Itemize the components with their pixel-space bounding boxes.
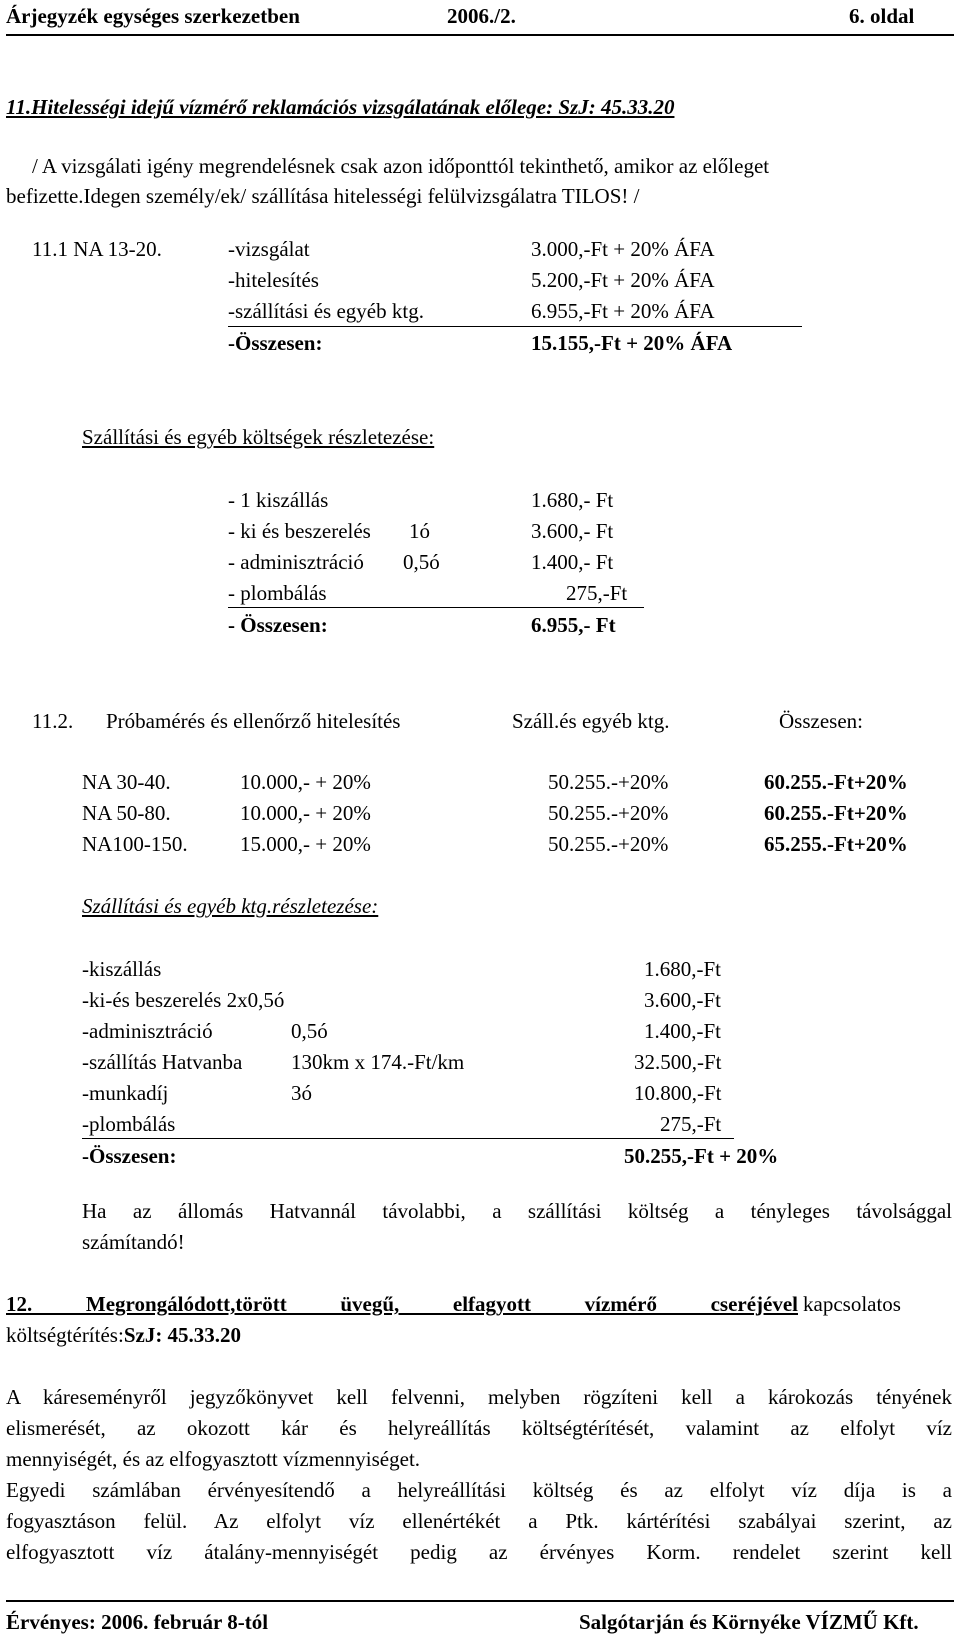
sub-111-code: 11.1 NA 13-20.: [32, 237, 162, 261]
sub-111-label-2: -hitelesítés: [228, 268, 319, 292]
detail-1-qty-3: 0,5ó: [403, 550, 440, 574]
section-12-paragraph-2: [6, 1475, 952, 1568]
paragraph-1-line: mennyiségét, és az elfogyasztott vízmennyiséget.: [6, 1447, 421, 1471]
sub-112-row-1-test: 10.000,- + 20%: [240, 770, 371, 794]
detail-1-value-2: 3.600,- Ft: [531, 519, 614, 543]
paragraph-2-line: elfogyasztott víz átalány-mennyiségét pedig az érvényes Korm. rendelet szerint kell: [6, 1540, 952, 1564]
sub-111-label-1: -vizsgálat: [228, 237, 310, 261]
detail-2-value-5: 10.800,-Ft: [634, 1081, 722, 1105]
paragraph-1-line: A káreseményről jegyzőkönyvet kell felvenni, melyben rögzíteni kell a károkozás tényének: [6, 1385, 952, 1409]
section-11-title: 11.Hitelességi idejű vízmérő reklamációs vizsgálatának előlege: SzJ: 45.33.20: [6, 95, 675, 119]
detail-1-label-1: - 1 kiszállás: [228, 488, 329, 512]
section-11-note-line-2: befizette.Idegen személy/ek/ szállítása hitelességi felülvizsgálatra TILOS! /: [6, 184, 640, 208]
sub-112-header-test: Próbamérés és ellenőrző hitelesítés: [106, 709, 401, 733]
detail-2-label-4: -szállítás Hatvanba: [82, 1050, 243, 1074]
detail-2-label-3: -adminisztráció: [82, 1019, 213, 1043]
detail-2-note-line-1: Ha az állomás Hatvannál távolabbi, a szállítási költség a tényleges távolsággal: [82, 1199, 952, 1223]
detail-2-label-2: -ki-és beszerelés 2x0,5ó: [82, 988, 285, 1012]
detail-1-sum-rule: [228, 607, 644, 608]
detail-2-label-6: -plombálás: [82, 1112, 176, 1136]
section-12-paragraph-1: [6, 1382, 952, 1475]
header-left: Árjegyzék egységes szerkezetben: [6, 4, 300, 28]
footer-validity: Érvényes: 2006. február 8-tól: [6, 1610, 269, 1634]
sub-112-row-1-total: 60.255.-Ft+20%: [764, 770, 908, 794]
sub-112-row-2-transport: 50.255.-+20%: [548, 801, 669, 825]
section-12-cost-label: költségtérítés:: [6, 1323, 124, 1347]
paragraph-2-line: fogyasztáson felül. Az elfolyt víz ellenértékét a Ptk. kártérítési szabályai szerint, az: [6, 1509, 952, 1533]
detail-2-value-2: 3.600,-Ft: [644, 988, 722, 1012]
sub-111-label-3: -szállítási és egyéb ktg.: [228, 299, 424, 323]
footer-company: Salgótarján és Környéke VÍZMŰ Kft.: [579, 1610, 919, 1634]
section-12-szj-code: SzJ: 45.33.20: [123, 1323, 242, 1347]
section-12-title: 12. Megrongálódott,törött üvegű, elfagyott vízmérő cseréjével: [6, 1292, 798, 1316]
detail-2-heading: Szállítási és egyéb ktg.részletezése:: [82, 894, 379, 918]
detail-2-total-label: -Összesen:: [82, 1144, 177, 1168]
sub-112-code: 11.2.: [32, 709, 74, 733]
detail-2-value-1: 1.680,-Ft: [644, 957, 722, 981]
header-page-number: 6. oldal: [849, 4, 915, 28]
detail-2-value-4: 32.500,-Ft: [634, 1050, 722, 1074]
detail-2-sum-rule: [82, 1138, 734, 1139]
detail-2-note-line-2: számítandó!: [82, 1230, 185, 1254]
header-rule: [6, 34, 954, 36]
detail-1-label-2: - ki és beszerelés: [228, 519, 371, 543]
sub-111-total-label: -Összesen:: [228, 331, 323, 355]
detail-2-qty-5: 3ó: [291, 1081, 312, 1105]
sub-111-value-2: 5.200,-Ft + 20% ÁFA: [531, 268, 715, 292]
section-12-title-rest: kapcsolatos: [803, 1292, 901, 1316]
sub-112-row-3-na: NA100-150.: [82, 832, 188, 856]
detail-1-total-label: - Összesen:: [228, 613, 328, 637]
sub-111-value-1: 3.000,-Ft + 20% ÁFA: [531, 237, 715, 261]
detail-2-value-3: 1.400,-Ft: [644, 1019, 722, 1043]
detail-2-qty-4: 130km x 174.-Ft/km: [291, 1050, 465, 1074]
section-12-title-line-2: [6, 1325, 241, 1346]
detail-2-total-value: 50.255,-Ft + 20%: [624, 1144, 779, 1168]
detail-1-label-4: - plombálás: [228, 581, 327, 605]
sub-112-row-3-transport: 50.255.-+20%: [548, 832, 669, 856]
sub-112-row-1-na: NA 30-40.: [82, 770, 171, 794]
sub-111-sum-rule: [228, 326, 802, 327]
detail-1-label-3: - adminisztráció: [228, 550, 364, 574]
paragraph-1-line: elismerését, az okozott kár és helyreállítás költségtérítését, valamint az elfolyt víz: [6, 1416, 952, 1440]
sub-112-row-2-na: NA 50-80.: [82, 801, 171, 825]
detail-2-label-1: -kiszállás: [82, 957, 162, 981]
sub-112-header-transport: Száll.és egyéb ktg.: [512, 709, 670, 733]
detail-1-value-4: 275,-Ft: [566, 581, 628, 605]
footer-rule: [6, 1600, 954, 1602]
detail-1-value-3: 1.400,- Ft: [531, 550, 614, 574]
detail-1-heading: Szállítási és egyéb költségek részletezése:: [82, 425, 435, 449]
sub-112-row-2-test: 10.000,- + 20%: [240, 801, 371, 825]
sub-111-value-3: 6.955,-Ft + 20% ÁFA: [531, 299, 715, 323]
detail-1-qty-2: 1ó: [409, 519, 430, 543]
sub-112-row-3-total: 65.255.-Ft+20%: [764, 832, 908, 856]
detail-2-label-5: -munkadíj: [82, 1081, 169, 1105]
sub-112-row-3-test: 15.000,- + 20%: [240, 832, 371, 856]
sub-112-row-2-total: 60.255.-Ft+20%: [764, 801, 908, 825]
detail-1-total-value: 6.955,- Ft: [531, 613, 616, 637]
header-middle: 2006./2.: [447, 4, 516, 28]
paragraph-2-line: Egyedi számlában érvényesítendő a helyreállítási költség és az elfolyt víz díja is a: [6, 1478, 952, 1502]
detail-2-value-6: 275,-Ft: [660, 1112, 722, 1136]
detail-1-value-1: 1.680,- Ft: [531, 488, 614, 512]
section-11-note-line-1: / A vizsgálati igény megrendelésnek csak azon időponttól tekinthető, amikor az előleget: [32, 154, 770, 178]
detail-2-qty-3: 0,5ó: [291, 1019, 328, 1043]
sub-111-total-value: 15.155,-Ft + 20% ÁFA: [531, 331, 733, 355]
sub-112-row-1-transport: 50.255.-+20%: [548, 770, 669, 794]
sub-112-header-total: Összesen:: [779, 709, 863, 733]
